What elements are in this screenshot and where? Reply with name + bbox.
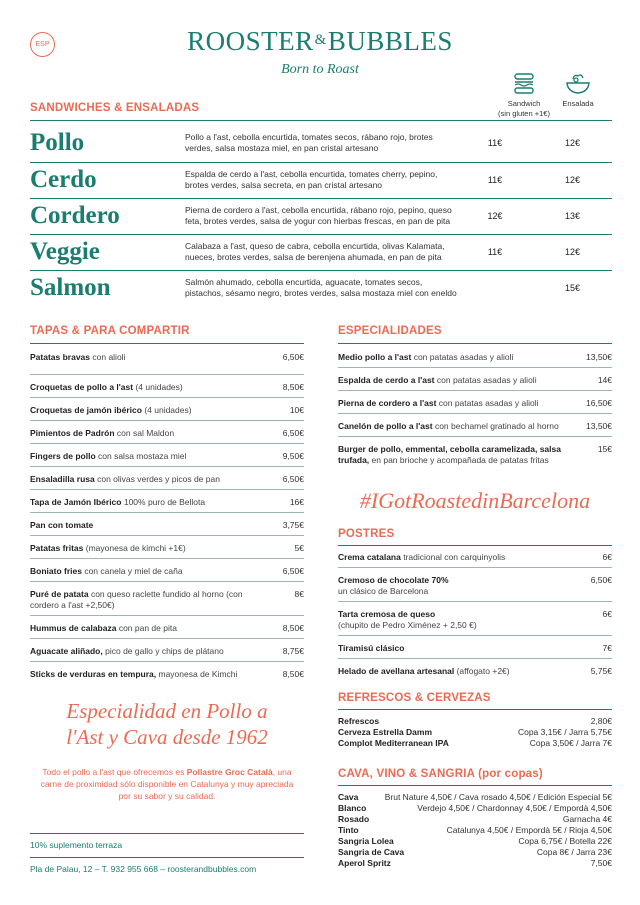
promo-line-2: l'Ast y Cava desde 1962 — [66, 725, 268, 749]
sandwich-price: 11€ — [487, 137, 503, 148]
divider — [338, 367, 612, 368]
item-price: 8,75€ — [282, 646, 304, 656]
menu-item — [338, 421, 612, 436]
item-price: 9,50€ — [282, 451, 304, 461]
drink-row — [338, 803, 612, 814]
dish-name: Veggie — [30, 237, 100, 265]
item-description: con pan de pita — [116, 623, 177, 633]
item-description: (4 unidades) — [141, 405, 192, 415]
menu-item — [30, 352, 304, 374]
menu-item — [30, 669, 304, 684]
brand-logo — [0, 26, 640, 57]
drink-name: Rosado — [338, 814, 370, 824]
salad-price: 12€ — [564, 137, 581, 148]
sandwich-row — [30, 161, 612, 198]
divider — [30, 374, 304, 375]
drink-price: Verdejo 4,50€ / Chardonnay 4,50€ / Empordà 4,50€ — [417, 803, 612, 813]
menu-item — [30, 405, 304, 420]
drink-row — [338, 847, 612, 858]
drink-name: Refrescos — [338, 716, 380, 726]
promo-text-highlight: Pollastre Groc Català — [186, 767, 273, 777]
menu-item — [338, 352, 612, 367]
sandwich-row — [30, 233, 612, 270]
menu-item — [30, 566, 304, 581]
salad-bowl-icon — [565, 72, 591, 96]
item-description: con queso raclette fundido al horno (con cordero a l'ast +2,50€) — [30, 589, 243, 610]
drink-name: Sangria de Cava — [338, 847, 405, 857]
sandwich-price: 11€ — [487, 246, 503, 257]
item-price: 7€ — [602, 643, 612, 653]
item-name: Patatas bravas — [30, 352, 91, 362]
dish-name: Salmon — [30, 273, 111, 301]
divider — [30, 857, 304, 858]
item-price: 3,75€ — [282, 520, 304, 530]
item-price: 6,50€ — [282, 428, 304, 438]
divider — [30, 420, 304, 421]
menu-item — [30, 497, 304, 512]
promo-text-start: Todo el pollo a l'ast que ofrecemos es — [42, 767, 187, 777]
item-price: 6,50€ — [282, 566, 304, 576]
menu-item — [30, 646, 304, 661]
section-title-refrescos: REFRESCOS & CERVEZAS — [338, 692, 491, 704]
divider — [30, 833, 304, 834]
divider — [30, 638, 304, 639]
contact-info: Pla de Palau, 12 – T. 932 955 668 – roosterandbubbles.com — [30, 864, 257, 874]
drink-name: Aperol Spritz — [338, 858, 391, 868]
item-price: 10€ — [289, 405, 304, 415]
language-label: ESP — [35, 41, 50, 48]
sandwich-column-header — [494, 72, 554, 119]
drink-name: Sangria Lolea — [338, 836, 394, 846]
item-name: Puré de patata — [30, 589, 89, 599]
divider — [30, 489, 304, 490]
divider — [30, 581, 304, 582]
tapas-list — [30, 352, 304, 684]
item-name: Pimientos de Padrón — [30, 428, 115, 438]
sandwich-row — [30, 197, 612, 234]
promo-line-1: Especialidad en Pollo a — [66, 699, 268, 723]
item-name: Burger de pollo, emmental, cebolla caramelizada, salsa trufada, — [338, 444, 561, 465]
divider — [30, 120, 612, 121]
menu-item — [338, 398, 612, 413]
item-name: Patatas fritas — [30, 543, 84, 553]
drink-name: Blanco — [338, 803, 367, 813]
item-price: 6€ — [602, 552, 612, 562]
item-name: Pierna de cordero a l'ast — [338, 398, 437, 408]
item-description: con alioli — [90, 352, 126, 362]
dish-description: Salmón ahumado, cebolla encurtida, aguacate, tomates secos, pistachos, sésamo negro, brotes verdes, salsa mostaza miel con eneldo — [185, 276, 457, 298]
drink-row — [338, 825, 612, 836]
divider — [30, 343, 304, 344]
section-title-especialidades: ESPECIALIDADES — [338, 325, 442, 337]
divider — [30, 512, 304, 513]
dish-name: Cerdo — [30, 165, 97, 193]
tagline: Born to Roast — [281, 62, 359, 77]
divider — [338, 545, 612, 546]
menu-item — [30, 623, 304, 638]
dish-description: Pierna de cordero a l'ast, cebolla encurtida, rábano rojo, pepino, queso feta, brotes verdes, salsa de yogur con hierbas frescas, en pan de pita — [185, 204, 452, 226]
item-name: Tarta cremosa de queso — [338, 609, 436, 619]
item-description: mayonesa de Kimchi — [156, 669, 238, 679]
salad-column-header — [548, 72, 608, 109]
item-name: Hummus de calabaza — [30, 623, 117, 633]
drink-name: Cava — [338, 792, 359, 802]
drink-price: Brut Nature 4,50€ / Cava rosado 4,50€ / Edición Especial 5€ — [384, 792, 612, 802]
item-name: Croquetas de pollo a l'ast — [30, 382, 134, 392]
brand-word-2: BUBBLES — [327, 26, 453, 56]
menu-item — [338, 575, 612, 601]
drink-price: 7,50€ — [590, 858, 612, 868]
item-price: 6,50€ — [590, 575, 612, 585]
section-title-postres: POSTRES — [338, 528, 395, 540]
especialidades-list — [338, 352, 612, 470]
item-name: Tiramisú clásico — [338, 643, 405, 653]
item-name: Aguacate aliñado, — [30, 646, 103, 656]
item-description: con sal Maldon — [114, 428, 175, 438]
item-price: 8€ — [294, 589, 304, 599]
item-name: Cremoso de chocolate 70% — [338, 575, 449, 585]
drink-price: Garnacha 4€ — [562, 814, 612, 824]
drink-price: Copa 3,15€ / Jarra 5,75€ — [517, 727, 612, 737]
item-name: Espalda de cerdo a l'ast — [338, 375, 435, 385]
item-description: con olivas verdes y picos de pan — [94, 474, 220, 484]
item-price: 6€ — [602, 609, 612, 619]
item-name: Medio pollo a l'ast — [338, 352, 412, 362]
brand-word-1: ROOSTER — [187, 26, 314, 56]
sandwich-price: 12€ — [487, 210, 503, 221]
item-description: con bechamel gratinado al horno — [432, 421, 559, 431]
menu-item — [30, 520, 304, 535]
drink-price: Copa 6,75€ / Botella 22€ — [518, 836, 612, 846]
divider — [338, 709, 612, 710]
menu-item — [338, 666, 612, 681]
item-description: con patatas asadas y alioli — [411, 352, 514, 362]
item-description: (affogato +2€) — [454, 666, 510, 676]
item-price: 15€ — [597, 444, 612, 454]
divider — [30, 615, 304, 616]
salad-column-label: Ensalada — [562, 99, 594, 108]
drink-row — [338, 814, 612, 825]
terrace-note: 10% suplemento terraza — [30, 840, 123, 850]
promo-text — [36, 766, 298, 802]
item-price: 14€ — [597, 375, 612, 385]
divider — [30, 466, 304, 467]
menu-item — [30, 543, 304, 558]
item-price: 16€ — [289, 497, 304, 507]
item-price: 8,50€ — [282, 382, 304, 392]
item-description: tradicional con carquinyolis — [400, 552, 506, 562]
refrescos-list — [338, 716, 612, 749]
sandwich-price: 11€ — [487, 174, 503, 185]
salad-price: 12€ — [564, 246, 581, 257]
menu-item — [338, 444, 612, 470]
item-name: Tapa de Jamón Ibérico — [30, 497, 122, 507]
item-name: Fingers de pollo — [30, 451, 96, 461]
menu-item — [338, 552, 612, 567]
divider — [338, 567, 612, 568]
postres-list — [338, 552, 612, 681]
dish-description: Espalda de cerdo a l'ast, cebolla encurtida, tomates cherry, pepino, brotes verdes, salsa secreta, en pan cristal artesano — [185, 168, 438, 190]
promo-text-end: , una carne de proximidad sólo disponible en Catalunya y muy apreciada por su sabor y su calidad. — [40, 767, 294, 801]
drink-price: Copa 3,50€ / Jarra 7€ — [529, 738, 612, 748]
menu-item — [30, 428, 304, 443]
hashtag: #IGotRoastedinBarcelona — [359, 488, 591, 513]
item-description: 100% puro de Bellota — [121, 497, 206, 507]
divider — [338, 436, 612, 437]
divider — [30, 661, 304, 662]
promo-headline — [30, 698, 304, 750]
item-price: 13,50€ — [586, 352, 612, 362]
divider — [30, 443, 304, 444]
section-title-cava: CAVA, VINO & SANGRIA (por copas) — [338, 768, 543, 780]
drink-price: Catalunya 4,50€ / Empordà 5€ / Rioja 4,50€ — [446, 825, 612, 835]
divider — [30, 535, 304, 536]
item-description: con patatas asadas y alioli — [436, 398, 539, 408]
sandwich-column-note: (sin gluten +1€) — [498, 109, 550, 118]
item-price: 13,50€ — [586, 421, 612, 431]
item-name: Pan con tomate — [30, 520, 94, 530]
salad-price: 13€ — [564, 210, 581, 221]
cava-list — [338, 792, 612, 869]
menu-item — [338, 609, 612, 635]
divider — [338, 658, 612, 659]
item-name: Ensaladilla rusa — [30, 474, 95, 484]
drink-row — [338, 716, 612, 727]
dish-name: Pollo — [30, 128, 85, 156]
section-title-sandwiches: SANDWICHES & ENSALADAS — [30, 102, 200, 114]
drink-row — [338, 858, 612, 869]
menu-item — [30, 451, 304, 466]
item-name: Boniato fries — [30, 566, 82, 576]
item-description: con patatas asadas y alioli — [434, 375, 537, 385]
divider — [30, 558, 304, 559]
item-price: 5€ — [294, 543, 304, 553]
divider — [338, 413, 612, 414]
menu-item — [30, 474, 304, 489]
divider — [338, 390, 612, 391]
item-price: 5,75€ — [590, 666, 612, 676]
drink-name: Tinto — [338, 825, 359, 835]
dish-description: Calabaza a l'ast, queso de cabra, cebolla encurtida, olivas Kalamata, nueces, brotes verdes, salsa de berenjena ahumada, en pan de pita — [185, 240, 445, 262]
divider — [30, 397, 304, 398]
item-description: con canela y miel de caña — [81, 566, 183, 576]
sandwich-row — [30, 269, 612, 306]
item-description: en pan brioche y acompañada de patatas fritas — [369, 455, 549, 465]
item-description: (mayonesa de kimchi +1€) — [83, 543, 186, 553]
drink-row — [338, 738, 612, 749]
item-description: (chupito de Pedro Ximénez + 2,50 €) — [338, 620, 477, 630]
menu-item — [338, 643, 612, 658]
salad-price: 12€ — [564, 174, 581, 185]
brand-ampersand: & — [314, 32, 327, 48]
menu-item — [338, 375, 612, 390]
menu-item — [30, 589, 304, 615]
salad-price: 15€ — [564, 282, 581, 293]
item-name: Canelón de pollo a l'ast — [338, 421, 433, 431]
item-description: un clásico de Barcelona — [338, 586, 429, 596]
drink-name: Complot Mediterranean IPA — [338, 738, 449, 748]
drink-row — [338, 836, 612, 847]
dish-description: Pollo a l'ast, cebolla encurtida, tomates secos, rábano rojo, brotes verdes, salsa mostaza miel, en pan cristal artesano — [185, 131, 433, 153]
divider — [338, 343, 612, 344]
divider — [338, 785, 612, 786]
item-name: Croquetas de jamón ibérico — [30, 405, 142, 415]
item-price: 8,50€ — [282, 623, 304, 633]
item-description: pico de gallo y chips de plátano — [102, 646, 224, 656]
section-title-tapas: TAPAS & PARA COMPARTIR — [30, 325, 190, 337]
drink-name: Cerveza Estrella Damm — [338, 727, 433, 737]
item-price: 6,50€ — [282, 474, 304, 484]
divider — [338, 601, 612, 602]
item-name: Helado de avellana artesanal — [338, 666, 455, 676]
item-description: (4 unidades) — [133, 382, 183, 392]
dish-name: Cordero — [30, 201, 120, 229]
drink-price: 2,80€ — [590, 716, 612, 726]
item-name: Sticks de verduras en tempura, — [30, 669, 157, 679]
drink-row — [338, 792, 612, 803]
sandwich-icon — [512, 72, 536, 96]
divider — [338, 635, 612, 636]
menu-item — [30, 382, 304, 397]
sandwich-row — [30, 124, 612, 161]
drink-row — [338, 727, 612, 738]
drink-price: Copa 8€ / Jarra 23€ — [536, 847, 612, 857]
item-price: 8,50€ — [282, 669, 304, 679]
item-name: Crema catalana — [338, 552, 401, 562]
item-price: 16,50€ — [586, 398, 612, 408]
item-description: con salsa mostaza miel — [95, 451, 187, 461]
sandwich-column-label: Sandwich — [507, 99, 541, 108]
item-price: 6,50€ — [282, 352, 304, 362]
